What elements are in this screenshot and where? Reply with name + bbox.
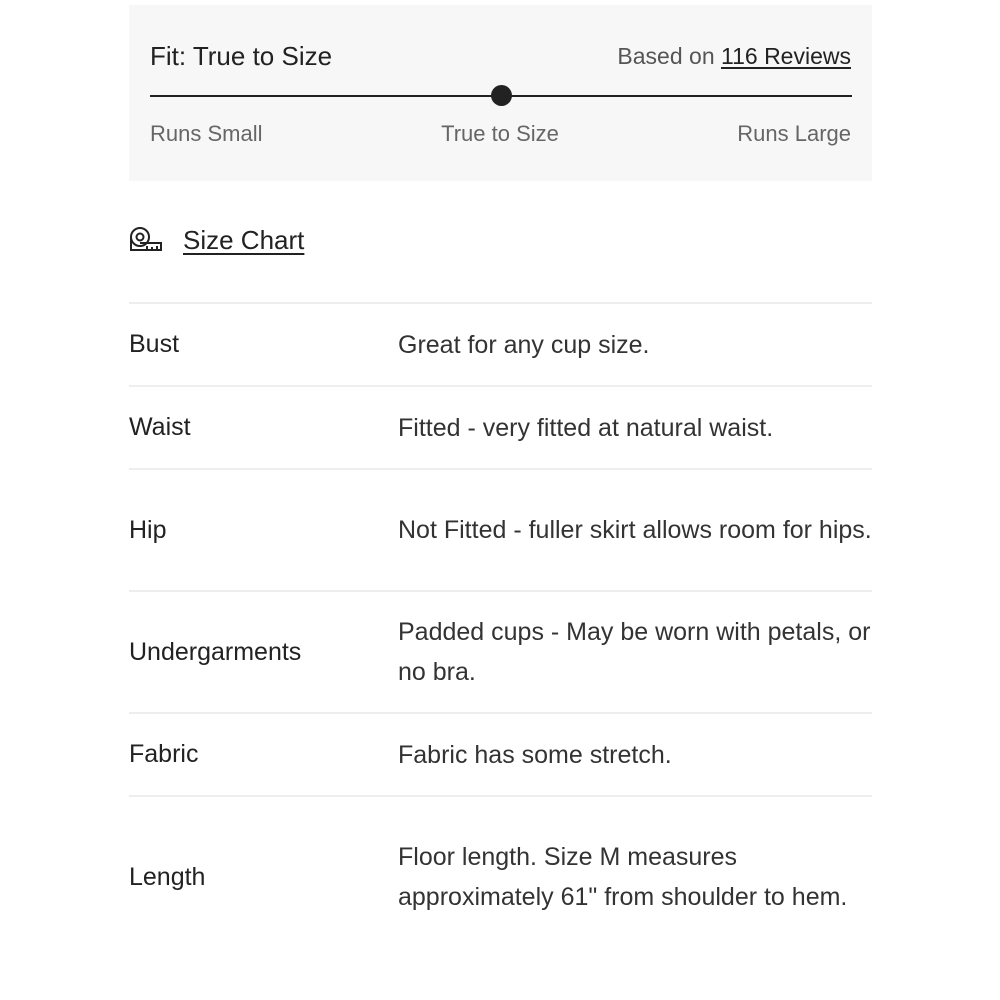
reviews-summary: [617, 43, 851, 70]
detail-value: Padded cups - May be worn with petals, or no bra.: [398, 618, 871, 686]
fit-label-runs-large: Runs Large: [737, 121, 851, 146]
detail-value: Fitted - very fitted at natural waist.: [398, 413, 774, 442]
detail-value: Great for any cup size.: [398, 330, 650, 359]
fit-label-true-to-size: True to Size: [441, 121, 559, 146]
reviews-link[interactable]: 116 Reviews: [721, 43, 851, 69]
detail-row-fabric: [129, 712, 872, 795]
detail-name: Bust: [129, 330, 180, 358]
detail-name: Hip: [129, 515, 167, 544]
measuring-tape-icon: [129, 226, 163, 254]
fit-scale-track: [150, 95, 852, 97]
fit-details-table: [129, 302, 872, 957]
detail-value: Floor length. Size M measures approximately 61" from shoulder to hem.: [398, 843, 848, 911]
detail-row-length: [129, 795, 872, 957]
detail-name: Undergarments: [129, 637, 302, 666]
detail-row-waist: [129, 385, 872, 468]
detail-name: Fabric: [129, 740, 199, 768]
fit-summary-panel: [129, 5, 872, 181]
detail-row-bust: [129, 302, 872, 385]
fit-label-runs-small: Runs Small: [150, 121, 263, 146]
detail-name: Waist: [129, 413, 191, 441]
size-chart-link[interactable]: [129, 222, 304, 258]
fit-title: Fit: True to Size: [150, 41, 333, 71]
detail-row-hip: [129, 468, 872, 590]
size-chart-label: Size Chart: [183, 224, 305, 255]
fit-scale-marker: [491, 85, 512, 106]
detail-row-undergarments: [129, 590, 872, 712]
detail-value: Fabric has some stretch.: [398, 740, 672, 769]
detail-name: Length: [129, 862, 206, 891]
reviews-prefix: Based on: [617, 43, 722, 69]
detail-value: Not Fitted - fuller skirt allows room for hips.: [398, 516, 872, 544]
